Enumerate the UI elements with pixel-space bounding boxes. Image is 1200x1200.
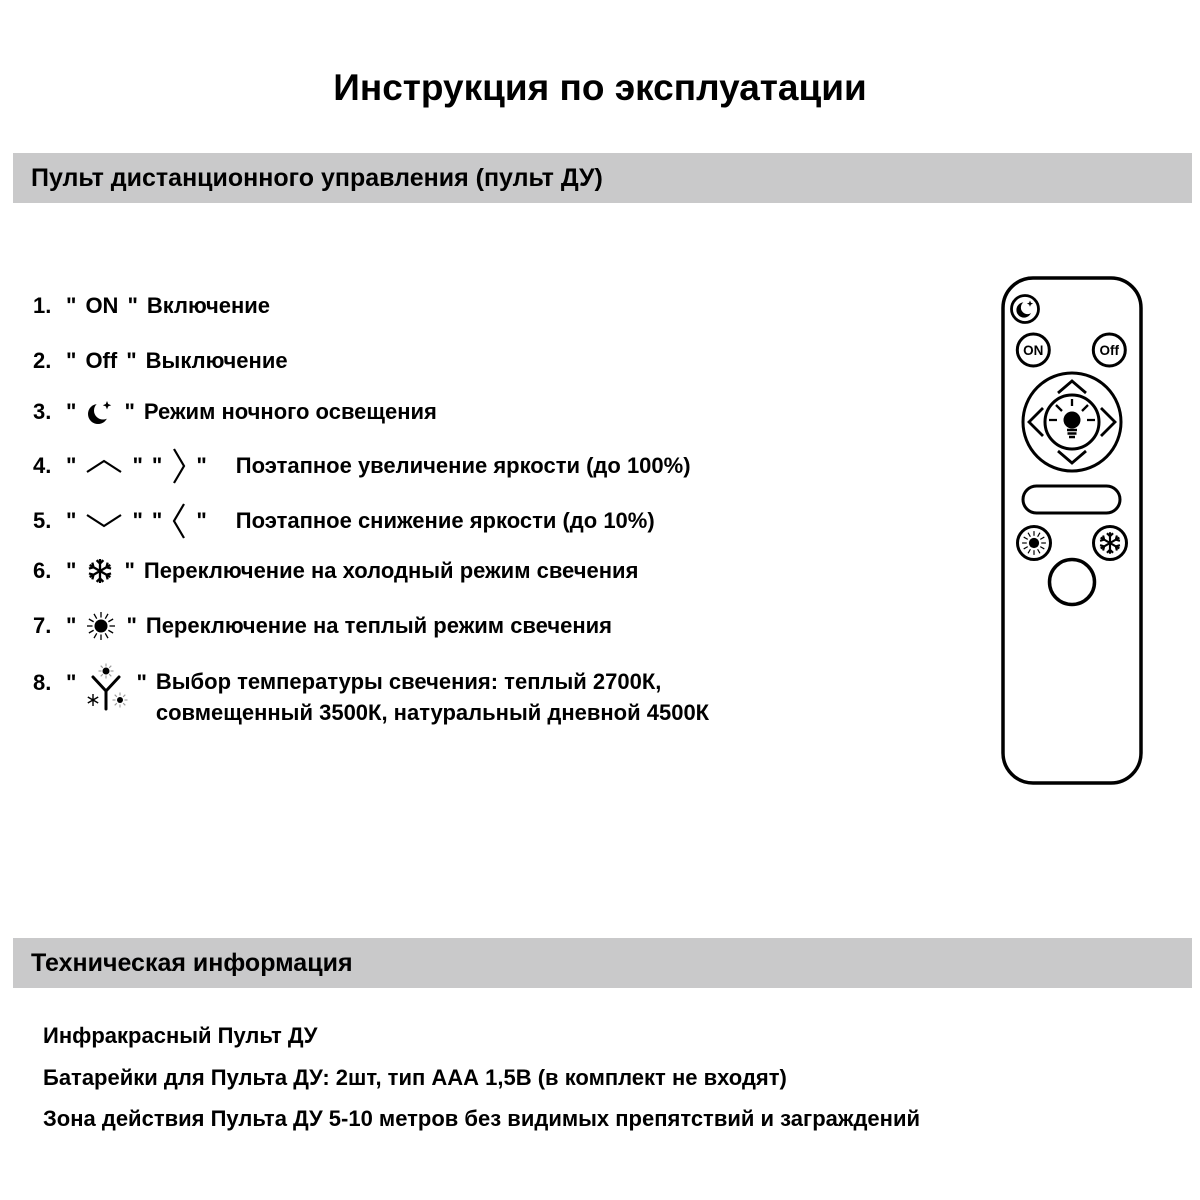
- remote-control-diagram: [1001, 276, 1143, 785]
- item-text: Выбор температуры свечения: теплый 2700К, совмещенный 3500К, натуральный дневной 4500К: [155, 669, 710, 725]
- list-item-5: [33, 503, 655, 539]
- snowflake-icon: [85, 556, 115, 586]
- warm-sun-icon: [85, 610, 117, 642]
- moon-star-icon: [85, 396, 115, 428]
- item-text: Переключение на теплый режим свечения: [145, 613, 613, 638]
- quote-mark: ": [66, 293, 77, 318]
- off-label: Off: [85, 348, 118, 373]
- page-title: Инструкция по эксплуатации: [333, 67, 867, 108]
- quote-mark: ": [136, 670, 147, 695]
- quote-mark: ": [126, 613, 137, 638]
- quote-mark: ": [196, 453, 207, 478]
- mini-snowflake: [88, 694, 98, 706]
- item-text: Поэтапное увеличение яркости (до 100%): [235, 453, 691, 478]
- off-button-label: Off: [1099, 343, 1120, 358]
- quote-mark: ": [124, 399, 135, 424]
- section-header-remote: [13, 153, 1192, 203]
- quote-mark: ": [66, 399, 77, 424]
- list-item-6: [33, 553, 638, 589]
- quote-mark: ": [66, 558, 77, 583]
- quote-mark: ": [66, 508, 77, 533]
- tech-info-line: Инфракрасный Пульт ДУ: [43, 1023, 318, 1048]
- item-number: 2.: [33, 348, 52, 373]
- quote-mark: ": [126, 348, 137, 373]
- item-number: 5.: [33, 508, 52, 533]
- item-number: 1.: [33, 293, 52, 318]
- section-header-tech: [13, 938, 1192, 988]
- quote-mark: ": [66, 453, 77, 478]
- item-text: Поэтапное снижение яркости (до 10%): [235, 508, 655, 533]
- quote-mark: ": [132, 453, 143, 478]
- temperature-select-icon: [85, 663, 127, 711]
- item-text: Выключение: [145, 348, 288, 373]
- tech-info-line: Батарейки для Пульта ДУ: 2шт, тип ААА 1,5В (в комплект не входят): [43, 1065, 787, 1090]
- list-item-1: [33, 288, 270, 324]
- item-number: 7.: [33, 613, 52, 638]
- on-label: ON: [85, 293, 119, 318]
- item-number: 3.: [33, 399, 52, 424]
- item-text: Включение: [146, 293, 271, 318]
- mini-sun-top: [99, 664, 114, 679]
- quote-mark: ": [151, 453, 163, 478]
- chevron-up-icon: [85, 458, 123, 474]
- angle-left-icon: [171, 502, 187, 540]
- item-number: 4.: [33, 453, 52, 478]
- angle-right-icon: [171, 447, 187, 485]
- quote-mark: ": [124, 558, 135, 583]
- quote-mark: ": [127, 293, 138, 318]
- list-item-7: [33, 608, 612, 644]
- on-button-label: ON: [1023, 343, 1044, 358]
- item-text: Режим ночного освещения: [143, 399, 437, 424]
- section-header-tech-label: Техническая информация: [31, 948, 353, 977]
- mini-sun-bottom: [113, 693, 128, 708]
- item-number: 6.: [33, 558, 52, 583]
- list-item-8: [33, 663, 761, 728]
- warm-mode-button: [1018, 527, 1051, 560]
- item-text: Переключение на холодный режим свечения: [143, 558, 639, 583]
- quote-mark: ": [196, 508, 207, 533]
- list-item-4: [33, 448, 691, 484]
- tech-info-line: Зона действия Пульта ДУ 5-10 метров без видимых препятствий и заграждений: [43, 1106, 921, 1131]
- quote-mark: ": [151, 508, 163, 533]
- quote-mark: ": [66, 348, 77, 373]
- item-number: 8.: [33, 670, 52, 695]
- list-item-2: [33, 343, 288, 379]
- quote-mark: ": [66, 613, 77, 638]
- quote-mark: ": [66, 670, 77, 695]
- list-item-3: [33, 394, 437, 430]
- quote-mark: ": [132, 508, 143, 533]
- section-header-remote-label: Пульт дистанционного управления (пульт ДУ): [31, 163, 603, 192]
- chevron-down-icon: [85, 513, 123, 529]
